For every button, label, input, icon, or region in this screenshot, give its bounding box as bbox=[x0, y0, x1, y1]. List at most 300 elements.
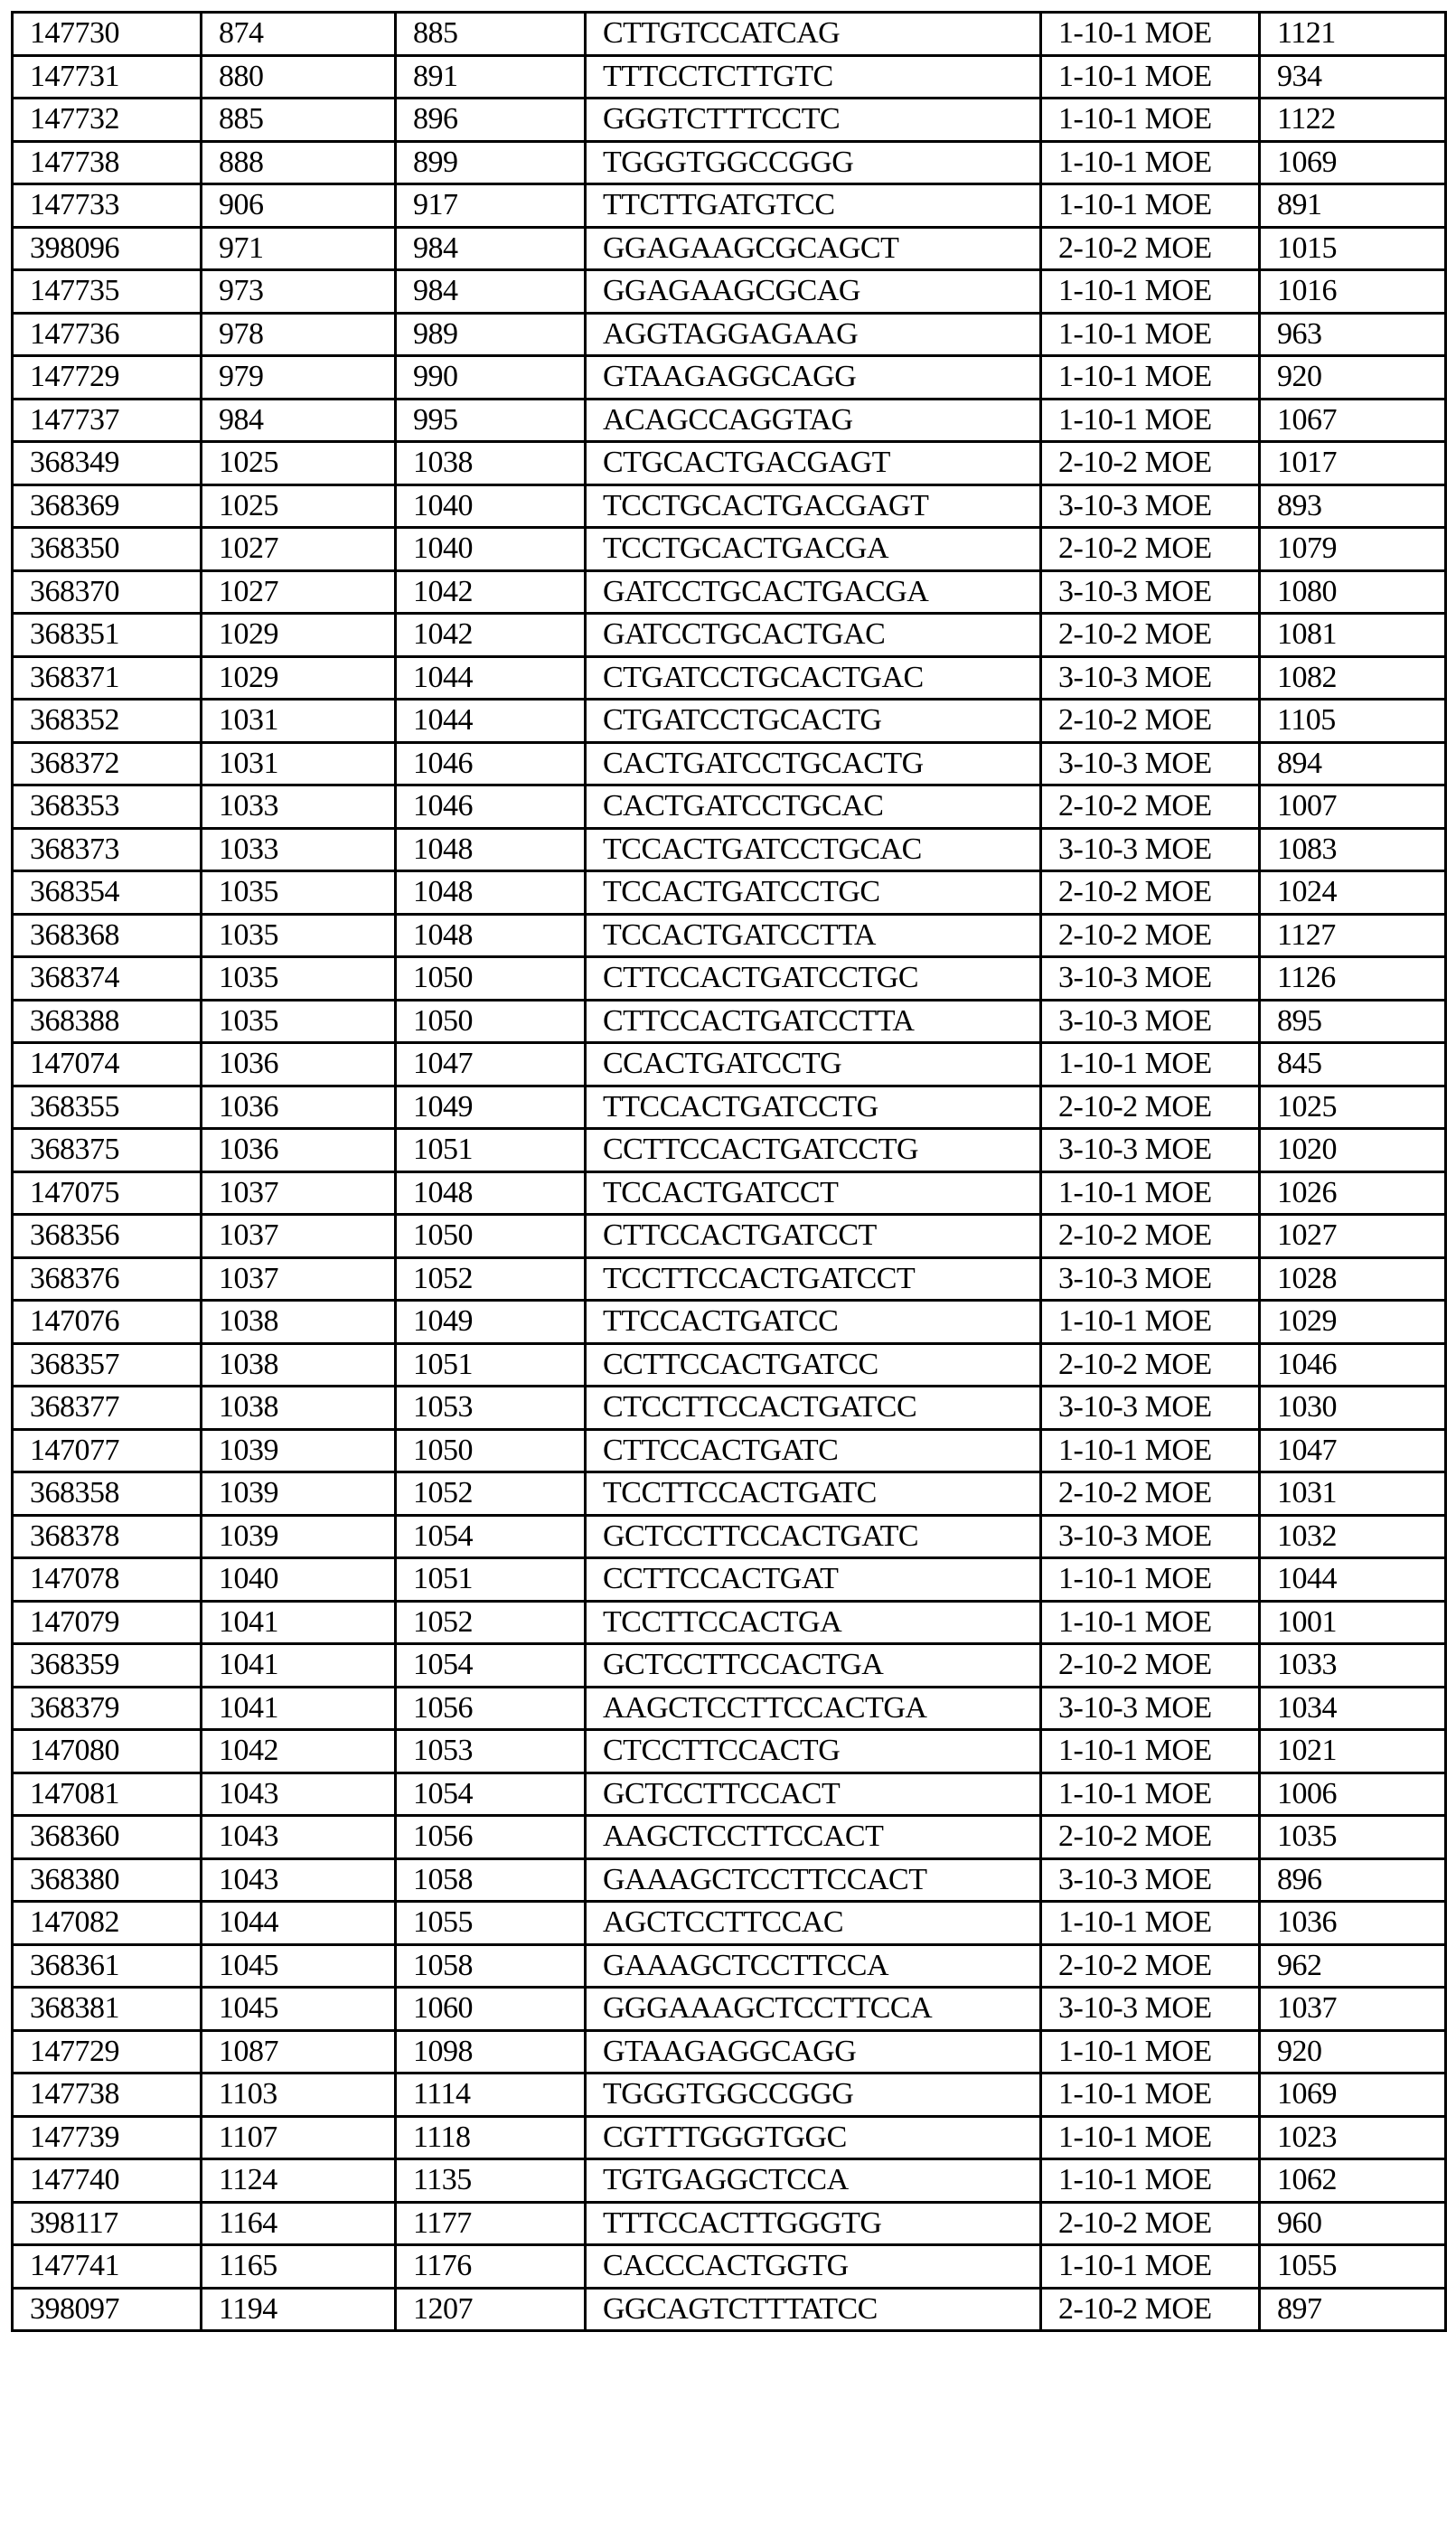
start-site-cell: 1107 bbox=[202, 2116, 396, 2159]
seq-id-cell: 1037 bbox=[1260, 1988, 1446, 2031]
stop-site-cell: 899 bbox=[396, 141, 586, 184]
isis-number-cell: 147733 bbox=[13, 184, 202, 228]
stop-site-cell: 1050 bbox=[396, 1000, 586, 1043]
sequence-cell: GGGTCTTTCCTC bbox=[586, 99, 1041, 142]
sequence-cell: CTCCTTCCACTG bbox=[586, 1730, 1041, 1773]
isis-number-cell: 147077 bbox=[13, 1429, 202, 1472]
sequence-cell: GCTCCTTCCACT bbox=[586, 1773, 1041, 1816]
chemistry-motif-cell: 3-10-3 MOE bbox=[1041, 1858, 1260, 1902]
isis-number-cell: 147076 bbox=[13, 1301, 202, 1344]
table-row bbox=[13, 99, 1446, 142]
sequence-cell: CTGCACTGACGAGT bbox=[586, 442, 1041, 485]
sequence-cell: TTTCCTCTTGTC bbox=[586, 55, 1041, 99]
table-row bbox=[13, 614, 1446, 657]
sequence-cell: GCTCCTTCCACTGATC bbox=[586, 1515, 1041, 1558]
stop-site-cell: 1044 bbox=[396, 700, 586, 743]
start-site-cell: 1035 bbox=[202, 914, 396, 957]
seq-id-cell: 1023 bbox=[1260, 2116, 1446, 2159]
table-row bbox=[13, 700, 1446, 743]
table-row bbox=[13, 2288, 1446, 2331]
seq-id-cell: 934 bbox=[1260, 55, 1446, 99]
isis-number-cell: 398117 bbox=[13, 2202, 202, 2245]
isis-number-cell: 368388 bbox=[13, 1000, 202, 1043]
chemistry-motif-cell: 2-10-2 MOE bbox=[1041, 227, 1260, 270]
start-site-cell: 906 bbox=[202, 184, 396, 228]
table-row bbox=[13, 1086, 1446, 1129]
start-site-cell: 984 bbox=[202, 399, 396, 442]
isis-number-cell: 368376 bbox=[13, 1257, 202, 1301]
start-site-cell: 1036 bbox=[202, 1043, 396, 1086]
start-site-cell: 885 bbox=[202, 99, 396, 142]
table-row bbox=[13, 1301, 1446, 1344]
start-site-cell: 1027 bbox=[202, 570, 396, 614]
isis-number-cell: 368355 bbox=[13, 1086, 202, 1129]
start-site-cell: 888 bbox=[202, 141, 396, 184]
table-row bbox=[13, 1902, 1446, 1945]
isis-number-cell: 147738 bbox=[13, 141, 202, 184]
isis-number-cell: 368381 bbox=[13, 1988, 202, 2031]
seq-id-cell: 1122 bbox=[1260, 99, 1446, 142]
isis-number-cell: 368372 bbox=[13, 742, 202, 785]
start-site-cell: 1038 bbox=[202, 1387, 396, 1430]
seq-id-cell: 1127 bbox=[1260, 914, 1446, 957]
seq-id-cell: 1055 bbox=[1260, 2245, 1446, 2289]
stop-site-cell: 1046 bbox=[396, 742, 586, 785]
isis-number-cell: 147732 bbox=[13, 99, 202, 142]
seq-id-cell: 1031 bbox=[1260, 1472, 1446, 1516]
chemistry-motif-cell: 1-10-1 MOE bbox=[1041, 356, 1260, 400]
seq-id-cell: 1035 bbox=[1260, 1816, 1446, 1859]
stop-site-cell: 1046 bbox=[396, 785, 586, 829]
sequence-cell: GCTCCTTCCACTGA bbox=[586, 1644, 1041, 1688]
chemistry-motif-cell: 2-10-2 MOE bbox=[1041, 1944, 1260, 1988]
chemistry-motif-cell: 1-10-1 MOE bbox=[1041, 1730, 1260, 1773]
stop-site-cell: 990 bbox=[396, 356, 586, 400]
start-site-cell: 979 bbox=[202, 356, 396, 400]
sequence-cell: TCCTGCACTGACGA bbox=[586, 528, 1041, 571]
seq-id-cell: 1016 bbox=[1260, 270, 1446, 314]
table-row bbox=[13, 1558, 1446, 1602]
chemistry-motif-cell: 1-10-1 MOE bbox=[1041, 184, 1260, 228]
stop-site-cell: 1176 bbox=[396, 2245, 586, 2289]
seq-id-cell: 1062 bbox=[1260, 2159, 1446, 2203]
table-row bbox=[13, 227, 1446, 270]
chemistry-motif-cell: 3-10-3 MOE bbox=[1041, 484, 1260, 528]
stop-site-cell: 1050 bbox=[396, 1429, 586, 1472]
chemistry-motif-cell: 1-10-1 MOE bbox=[1041, 2116, 1260, 2159]
sequence-cell: GAAAGCTCCTTCCACT bbox=[586, 1858, 1041, 1902]
chemistry-motif-cell: 3-10-3 MOE bbox=[1041, 1515, 1260, 1558]
sequence-cell: CTTGTCCATCAG bbox=[586, 13, 1041, 56]
start-site-cell: 1103 bbox=[202, 2074, 396, 2117]
oligonucleotide-table-container bbox=[11, 11, 1447, 2332]
seq-id-cell: 1069 bbox=[1260, 2074, 1446, 2117]
sequence-cell: GGAGAAGCGCAG bbox=[586, 270, 1041, 314]
isis-number-cell: 147735 bbox=[13, 270, 202, 314]
stop-site-cell: 1055 bbox=[396, 1902, 586, 1945]
chemistry-motif-cell: 2-10-2 MOE bbox=[1041, 2202, 1260, 2245]
isis-number-cell: 147080 bbox=[13, 1730, 202, 1773]
sequence-cell: AGCTCCTTCCAC bbox=[586, 1902, 1041, 1945]
seq-id-cell: 1007 bbox=[1260, 785, 1446, 829]
isis-number-cell: 368357 bbox=[13, 1343, 202, 1387]
table-row bbox=[13, 1730, 1446, 1773]
seq-id-cell: 962 bbox=[1260, 1944, 1446, 1988]
chemistry-motif-cell: 2-10-2 MOE bbox=[1041, 1816, 1260, 1859]
sequence-cell: TGGGTGGCCGGG bbox=[586, 141, 1041, 184]
seq-id-cell: 1046 bbox=[1260, 1343, 1446, 1387]
stop-site-cell: 1048 bbox=[396, 914, 586, 957]
start-site-cell: 1124 bbox=[202, 2159, 396, 2203]
isis-number-cell: 368358 bbox=[13, 1472, 202, 1516]
start-site-cell: 1033 bbox=[202, 828, 396, 871]
sequence-cell: TCCTGCACTGACGAGT bbox=[586, 484, 1041, 528]
sequence-cell: AGGTAGGAGAAG bbox=[586, 313, 1041, 356]
start-site-cell: 1045 bbox=[202, 1944, 396, 1988]
seq-id-cell: 1105 bbox=[1260, 700, 1446, 743]
seq-id-cell: 1020 bbox=[1260, 1129, 1446, 1172]
start-site-cell: 1037 bbox=[202, 1171, 396, 1215]
seq-id-cell: 1121 bbox=[1260, 13, 1446, 56]
start-site-cell: 1033 bbox=[202, 785, 396, 829]
start-site-cell: 1041 bbox=[202, 1687, 396, 1730]
sequence-cell: GTAAGAGGCAGG bbox=[586, 356, 1041, 400]
stop-site-cell: 891 bbox=[396, 55, 586, 99]
table-row bbox=[13, 871, 1446, 915]
chemistry-motif-cell: 3-10-3 MOE bbox=[1041, 742, 1260, 785]
stop-site-cell: 1114 bbox=[396, 2074, 586, 2117]
start-site-cell: 1036 bbox=[202, 1129, 396, 1172]
isis-number-cell: 368353 bbox=[13, 785, 202, 829]
sequence-cell: TCCTTCCACTGATC bbox=[586, 1472, 1041, 1516]
sequence-cell: TTTCCACTTGGGTG bbox=[586, 2202, 1041, 2245]
seq-id-cell: 1033 bbox=[1260, 1644, 1446, 1688]
seq-id-cell: 1024 bbox=[1260, 871, 1446, 915]
sequence-cell: CTCCTTCCACTGATCC bbox=[586, 1387, 1041, 1430]
sequence-cell: TCCACTGATCCT bbox=[586, 1171, 1041, 1215]
sequence-cell: TCCTTCCACTGA bbox=[586, 1601, 1041, 1644]
stop-site-cell: 1058 bbox=[396, 1858, 586, 1902]
stop-site-cell: 1048 bbox=[396, 871, 586, 915]
sequence-cell: TCCACTGATCCTGCAC bbox=[586, 828, 1041, 871]
stop-site-cell: 1050 bbox=[396, 957, 586, 1001]
chemistry-motif-cell: 1-10-1 MOE bbox=[1041, 1301, 1260, 1344]
seq-id-cell: 1083 bbox=[1260, 828, 1446, 871]
seq-id-cell: 1017 bbox=[1260, 442, 1446, 485]
table-row bbox=[13, 656, 1446, 700]
isis-number-cell: 147729 bbox=[13, 2030, 202, 2074]
chemistry-motif-cell: 3-10-3 MOE bbox=[1041, 1988, 1260, 2031]
stop-site-cell: 1049 bbox=[396, 1086, 586, 1129]
table-row bbox=[13, 2030, 1446, 2074]
start-site-cell: 1025 bbox=[202, 442, 396, 485]
seq-id-cell: 1034 bbox=[1260, 1687, 1446, 1730]
isis-number-cell: 368371 bbox=[13, 656, 202, 700]
isis-number-cell: 147736 bbox=[13, 313, 202, 356]
stop-site-cell: 1052 bbox=[396, 1257, 586, 1301]
sequence-cell: GTAAGAGGCAGG bbox=[586, 2030, 1041, 2074]
isis-number-cell: 398096 bbox=[13, 227, 202, 270]
seq-id-cell: 920 bbox=[1260, 356, 1446, 400]
isis-number-cell: 368351 bbox=[13, 614, 202, 657]
isis-number-cell: 368349 bbox=[13, 442, 202, 485]
chemistry-motif-cell: 1-10-1 MOE bbox=[1041, 1043, 1260, 1086]
seq-id-cell: 1044 bbox=[1260, 1558, 1446, 1602]
start-site-cell: 1038 bbox=[202, 1343, 396, 1387]
chemistry-motif-cell: 1-10-1 MOE bbox=[1041, 99, 1260, 142]
chemistry-motif-cell: 1-10-1 MOE bbox=[1041, 55, 1260, 99]
seq-id-cell: 1069 bbox=[1260, 141, 1446, 184]
start-site-cell: 1037 bbox=[202, 1215, 396, 1258]
isis-number-cell: 147081 bbox=[13, 1773, 202, 1816]
table-row bbox=[13, 484, 1446, 528]
start-site-cell: 1031 bbox=[202, 700, 396, 743]
sequence-cell: CCACTGATCCTG bbox=[586, 1043, 1041, 1086]
seq-id-cell: 893 bbox=[1260, 484, 1446, 528]
isis-number-cell: 147738 bbox=[13, 2074, 202, 2117]
table-row bbox=[13, 528, 1446, 571]
isis-number-cell: 147740 bbox=[13, 2159, 202, 2203]
stop-site-cell: 1054 bbox=[396, 1515, 586, 1558]
stop-site-cell: 1042 bbox=[396, 570, 586, 614]
stop-site-cell: 984 bbox=[396, 227, 586, 270]
isis-number-cell: 368361 bbox=[13, 1944, 202, 1988]
stop-site-cell: 1056 bbox=[396, 1816, 586, 1859]
table-row bbox=[13, 1387, 1446, 1430]
sequence-cell: CGTTTGGGTGGC bbox=[586, 2116, 1041, 2159]
isis-number-cell: 147739 bbox=[13, 2116, 202, 2159]
chemistry-motif-cell: 3-10-3 MOE bbox=[1041, 1000, 1260, 1043]
seq-id-cell: 1081 bbox=[1260, 614, 1446, 657]
stop-site-cell: 1052 bbox=[396, 1601, 586, 1644]
seq-id-cell: 1036 bbox=[1260, 1902, 1446, 1945]
stop-site-cell: 1051 bbox=[396, 1558, 586, 1602]
sequence-cell: GATCCTGCACTGACGA bbox=[586, 570, 1041, 614]
table-row bbox=[13, 957, 1446, 1001]
seq-id-cell: 896 bbox=[1260, 1858, 1446, 1902]
start-site-cell: 1043 bbox=[202, 1816, 396, 1859]
chemistry-motif-cell: 1-10-1 MOE bbox=[1041, 2159, 1260, 2203]
stop-site-cell: 1058 bbox=[396, 1944, 586, 1988]
chemistry-motif-cell: 1-10-1 MOE bbox=[1041, 270, 1260, 314]
seq-id-cell: 891 bbox=[1260, 184, 1446, 228]
table-row bbox=[13, 1343, 1446, 1387]
stop-site-cell: 1050 bbox=[396, 1215, 586, 1258]
start-site-cell: 880 bbox=[202, 55, 396, 99]
stop-site-cell: 1135 bbox=[396, 2159, 586, 2203]
table-row bbox=[13, 1257, 1446, 1301]
chemistry-motif-cell: 1-10-1 MOE bbox=[1041, 399, 1260, 442]
stop-site-cell: 1048 bbox=[396, 1171, 586, 1215]
chemistry-motif-cell: 3-10-3 MOE bbox=[1041, 1387, 1260, 1430]
stop-site-cell: 1054 bbox=[396, 1644, 586, 1688]
isis-number-cell: 368373 bbox=[13, 828, 202, 871]
chemistry-motif-cell: 1-10-1 MOE bbox=[1041, 141, 1260, 184]
isis-number-cell: 368374 bbox=[13, 957, 202, 1001]
seq-id-cell: 1027 bbox=[1260, 1215, 1446, 1258]
sequence-cell: GGCAGTCTTTATCC bbox=[586, 2288, 1041, 2331]
chemistry-motif-cell: 2-10-2 MOE bbox=[1041, 700, 1260, 743]
isis-number-cell: 147074 bbox=[13, 1043, 202, 1086]
table-row bbox=[13, 1944, 1446, 1988]
sequence-cell: CTTCCACTGATC bbox=[586, 1429, 1041, 1472]
sequence-cell: AAGCTCCTTCCACTGA bbox=[586, 1687, 1041, 1730]
table-row bbox=[13, 1687, 1446, 1730]
stop-site-cell: 1060 bbox=[396, 1988, 586, 2031]
seq-id-cell: 1015 bbox=[1260, 227, 1446, 270]
table-row bbox=[13, 1773, 1446, 1816]
stop-site-cell: 1042 bbox=[396, 614, 586, 657]
start-site-cell: 1042 bbox=[202, 1730, 396, 1773]
seq-id-cell: 1028 bbox=[1260, 1257, 1446, 1301]
chemistry-motif-cell: 1-10-1 MOE bbox=[1041, 2245, 1260, 2289]
chemistry-motif-cell: 2-10-2 MOE bbox=[1041, 914, 1260, 957]
stop-site-cell: 1038 bbox=[396, 442, 586, 485]
stop-site-cell: 989 bbox=[396, 313, 586, 356]
table-row bbox=[13, 1000, 1446, 1043]
table-row bbox=[13, 1601, 1446, 1644]
isis-number-cell: 368377 bbox=[13, 1387, 202, 1430]
stop-site-cell: 1040 bbox=[396, 484, 586, 528]
stop-site-cell: 896 bbox=[396, 99, 586, 142]
isis-number-cell: 368359 bbox=[13, 1644, 202, 1688]
chemistry-motif-cell: 1-10-1 MOE bbox=[1041, 2074, 1260, 2117]
table-row bbox=[13, 1215, 1446, 1258]
isis-number-cell: 368350 bbox=[13, 528, 202, 571]
isis-number-cell: 368370 bbox=[13, 570, 202, 614]
chemistry-motif-cell: 2-10-2 MOE bbox=[1041, 528, 1260, 571]
seq-id-cell: 1126 bbox=[1260, 957, 1446, 1001]
start-site-cell: 1039 bbox=[202, 1515, 396, 1558]
isis-number-cell: 368360 bbox=[13, 1816, 202, 1859]
sequence-cell: GAAAGCTCCTTCCA bbox=[586, 1944, 1041, 1988]
isis-number-cell: 147730 bbox=[13, 13, 202, 56]
chemistry-motif-cell: 3-10-3 MOE bbox=[1041, 828, 1260, 871]
stop-site-cell: 1207 bbox=[396, 2288, 586, 2331]
sequence-cell: CCTTCCACTGATCC bbox=[586, 1343, 1041, 1387]
chemistry-motif-cell: 1-10-1 MOE bbox=[1041, 313, 1260, 356]
chemistry-motif-cell: 3-10-3 MOE bbox=[1041, 1129, 1260, 1172]
chemistry-motif-cell: 1-10-1 MOE bbox=[1041, 1773, 1260, 1816]
chemistry-motif-cell: 2-10-2 MOE bbox=[1041, 1343, 1260, 1387]
table-row bbox=[13, 914, 1446, 957]
stop-site-cell: 1118 bbox=[396, 2116, 586, 2159]
sequence-cell: TTCTTGATGTCC bbox=[586, 184, 1041, 228]
seq-id-cell: 895 bbox=[1260, 1000, 1446, 1043]
sequence-cell: CTGATCCTGCACTGAC bbox=[586, 656, 1041, 700]
sequence-cell: CACCCACTGGTG bbox=[586, 2245, 1041, 2289]
table-row bbox=[13, 442, 1446, 485]
chemistry-motif-cell: 3-10-3 MOE bbox=[1041, 957, 1260, 1001]
sequence-cell: TGTGAGGCTCCA bbox=[586, 2159, 1041, 2203]
isis-number-cell: 368379 bbox=[13, 1687, 202, 1730]
sequence-cell: CTTCCACTGATCCTTA bbox=[586, 1000, 1041, 1043]
isis-number-cell: 147079 bbox=[13, 1601, 202, 1644]
start-site-cell: 1043 bbox=[202, 1773, 396, 1816]
start-site-cell: 1039 bbox=[202, 1472, 396, 1516]
isis-number-cell: 147731 bbox=[13, 55, 202, 99]
isis-number-cell: 147082 bbox=[13, 1902, 202, 1945]
seq-id-cell: 960 bbox=[1260, 2202, 1446, 2245]
table-row bbox=[13, 1429, 1446, 1472]
chemistry-motif-cell: 2-10-2 MOE bbox=[1041, 1215, 1260, 1258]
chemistry-motif-cell: 2-10-2 MOE bbox=[1041, 614, 1260, 657]
seq-id-cell: 1067 bbox=[1260, 399, 1446, 442]
table-row bbox=[13, 2202, 1446, 2245]
stop-site-cell: 1053 bbox=[396, 1387, 586, 1430]
sequence-cell: GGGAAAGCTCCTTCCA bbox=[586, 1988, 1041, 2031]
isis-number-cell: 398097 bbox=[13, 2288, 202, 2331]
seq-id-cell: 1029 bbox=[1260, 1301, 1446, 1344]
chemistry-motif-cell: 2-10-2 MOE bbox=[1041, 785, 1260, 829]
stop-site-cell: 1052 bbox=[396, 1472, 586, 1516]
stop-site-cell: 1051 bbox=[396, 1343, 586, 1387]
chemistry-motif-cell: 3-10-3 MOE bbox=[1041, 570, 1260, 614]
seq-id-cell: 1021 bbox=[1260, 1730, 1446, 1773]
start-site-cell: 1043 bbox=[202, 1858, 396, 1902]
start-site-cell: 1041 bbox=[202, 1601, 396, 1644]
sequence-cell: CCTTCCACTGATCCTG bbox=[586, 1129, 1041, 1172]
table-row bbox=[13, 1988, 1446, 2031]
table-row bbox=[13, 1858, 1446, 1902]
chemistry-motif-cell: 1-10-1 MOE bbox=[1041, 13, 1260, 56]
table-row bbox=[13, 1171, 1446, 1215]
start-site-cell: 1035 bbox=[202, 1000, 396, 1043]
seq-id-cell: 1047 bbox=[1260, 1429, 1446, 1472]
sequence-cell: CACTGATCCTGCAC bbox=[586, 785, 1041, 829]
sequence-cell: AAGCTCCTTCCACT bbox=[586, 1816, 1041, 1859]
start-site-cell: 1029 bbox=[202, 656, 396, 700]
sequence-cell: CTTCCACTGATCCT bbox=[586, 1215, 1041, 1258]
seq-id-cell: 1082 bbox=[1260, 656, 1446, 700]
start-site-cell: 1165 bbox=[202, 2245, 396, 2289]
table-row bbox=[13, 828, 1446, 871]
chemistry-motif-cell: 2-10-2 MOE bbox=[1041, 2288, 1260, 2331]
table-row bbox=[13, 313, 1446, 356]
chemistry-motif-cell: 3-10-3 MOE bbox=[1041, 656, 1260, 700]
start-site-cell: 1039 bbox=[202, 1429, 396, 1472]
start-site-cell: 1025 bbox=[202, 484, 396, 528]
sequence-cell: TCCACTGATCCTGC bbox=[586, 871, 1041, 915]
chemistry-motif-cell: 3-10-3 MOE bbox=[1041, 1687, 1260, 1730]
start-site-cell: 874 bbox=[202, 13, 396, 56]
isis-number-cell: 147078 bbox=[13, 1558, 202, 1602]
isis-number-cell: 368375 bbox=[13, 1129, 202, 1172]
start-site-cell: 1037 bbox=[202, 1257, 396, 1301]
table-row bbox=[13, 2159, 1446, 2203]
chemistry-motif-cell: 2-10-2 MOE bbox=[1041, 1472, 1260, 1516]
isis-number-cell: 368354 bbox=[13, 871, 202, 915]
start-site-cell: 1194 bbox=[202, 2288, 396, 2331]
table-row bbox=[13, 184, 1446, 228]
sequence-cell: TCCACTGATCCTTA bbox=[586, 914, 1041, 957]
sequence-cell: TTCCACTGATCCTG bbox=[586, 1086, 1041, 1129]
oligonucleotide-table bbox=[11, 11, 1447, 2332]
sequence-cell: ACAGCCAGGTAG bbox=[586, 399, 1041, 442]
chemistry-motif-cell: 1-10-1 MOE bbox=[1041, 2030, 1260, 2074]
start-site-cell: 1031 bbox=[202, 742, 396, 785]
seq-id-cell: 894 bbox=[1260, 742, 1446, 785]
stop-site-cell: 1049 bbox=[396, 1301, 586, 1344]
stop-site-cell: 885 bbox=[396, 13, 586, 56]
seq-id-cell: 1026 bbox=[1260, 1171, 1446, 1215]
table-row bbox=[13, 2074, 1446, 2117]
isis-number-cell: 147737 bbox=[13, 399, 202, 442]
sequence-cell: TGGGTGGCCGGG bbox=[586, 2074, 1041, 2117]
chemistry-motif-cell: 2-10-2 MOE bbox=[1041, 1086, 1260, 1129]
seq-id-cell: 1001 bbox=[1260, 1601, 1446, 1644]
stop-site-cell: 1098 bbox=[396, 2030, 586, 2074]
